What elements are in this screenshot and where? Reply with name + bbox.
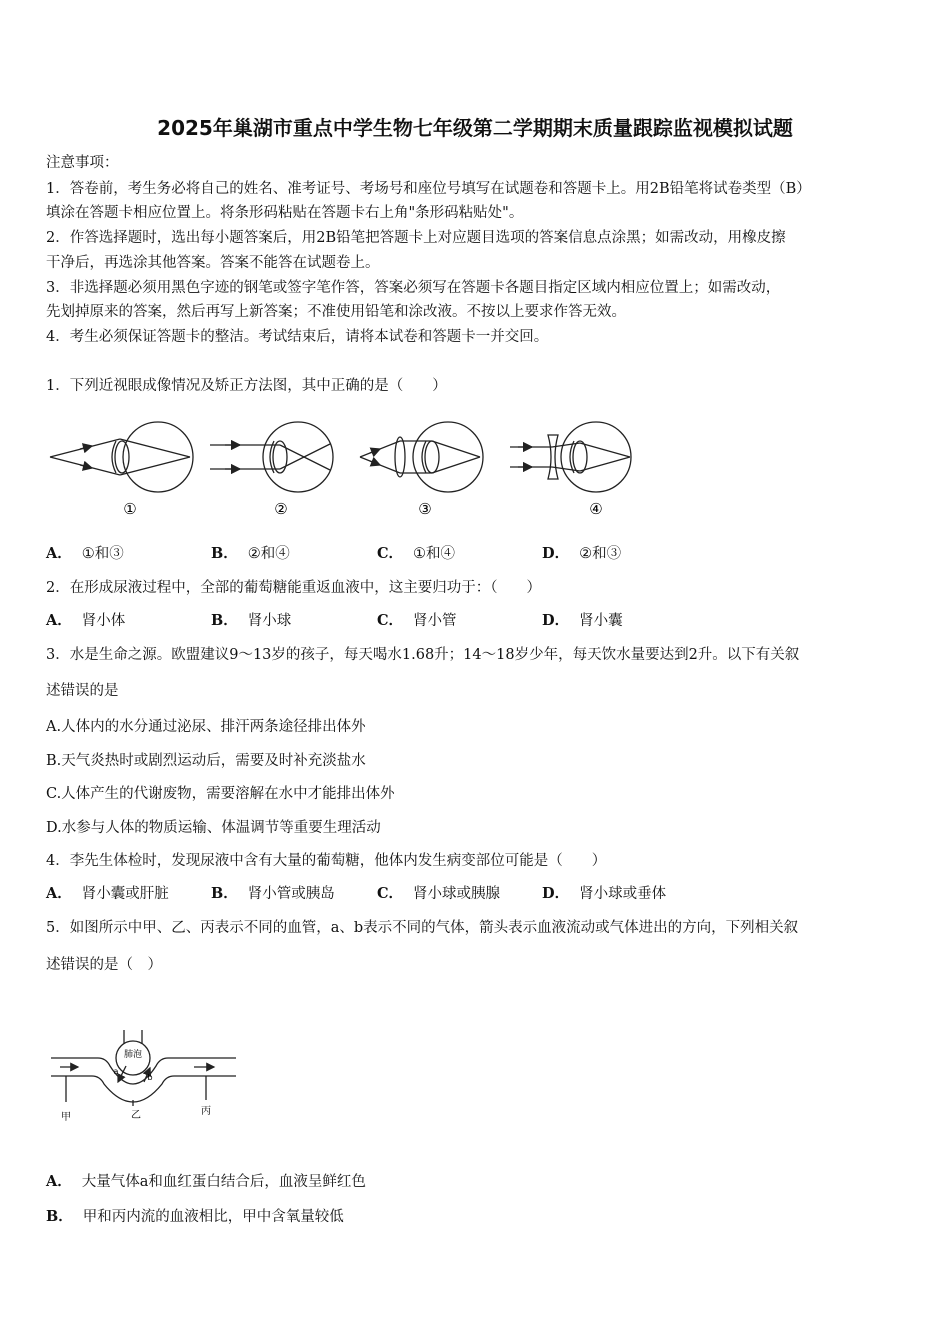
- notice-line: 2．作答选择题时，选出每小题答案后，用2B铅笔把答题卡上对应题目选项的答案信息点涂黑；如需改动，用橡皮擦: [46, 230, 786, 246]
- eye-diagrams: [40, 415, 650, 525]
- q5-option-b[interactable]: B． 甲和丙内流的血液相比，甲中含氧量较低: [46, 1208, 344, 1225]
- gas-b-label: b: [147, 1073, 153, 1082]
- q2-stem: 2．在形成尿液过程中，全部的葡萄糖能重返血液中，这主要归功于：（ ）: [46, 580, 541, 596]
- notice-line: 3．非选择题必须用黑色字迹的钢笔或签字笔作答，答案必须写在答题卡各题目指定区域内相应位置上；如需改动，: [46, 280, 781, 296]
- q1-stem: 1．下列近视眼成像情况及矫正方法图，其中正确的是（ ）: [46, 378, 447, 394]
- figure-label-3: ③: [418, 500, 432, 518]
- q4-option-a[interactable]: A． 肾小囊或肝脏: [46, 885, 169, 902]
- figure-label-1: ①: [123, 500, 137, 518]
- alveolus-diagram: [46, 1030, 246, 1126]
- q1-option-b[interactable]: B． ②和④: [211, 545, 290, 562]
- eye-figure-2: [210, 422, 333, 492]
- notice-heading: 注意事项：: [46, 155, 119, 171]
- eye-figure-3: [360, 422, 483, 492]
- figure-label-4: ④: [589, 500, 603, 518]
- vessel-yi-label: 乙: [131, 1110, 141, 1121]
- page-title: 2025年巢湖市重点中学生物七年级第二学期期末质量跟踪监视模拟试题: [157, 116, 793, 140]
- q2-option-c[interactable]: C． 肾小管: [377, 612, 457, 629]
- q4-stem: 4．李先生体检时，发现尿液中含有大量的葡萄糖，他体内发生病变部位可能是（ ）: [46, 853, 607, 869]
- q3-stem-cont: 述错误的是: [46, 683, 119, 699]
- q3-option-d[interactable]: D.水参与人体的物质运输、体温调节等重要生理活动: [46, 820, 381, 836]
- notice-line: 1．答卷前，考生务必将自己的姓名、准考证号、考场号和座位号填写在试题卷和答题卡上。用2B铅笔将试卷类型（B）: [46, 181, 811, 197]
- q3-stem: 3．水是生命之源。欧盟建议9～13岁的孩子，每天喝水1.68升；14～18岁少年，每天饮水量要达到2升。以下有关叙: [46, 647, 800, 663]
- vessel-bing-label: 丙: [201, 1106, 211, 1117]
- alveolus-label: 肺泡: [123, 1050, 143, 1060]
- eye-figure-4: [510, 422, 631, 492]
- q1-option-a[interactable]: A． ①和③: [46, 545, 124, 562]
- notice-line: 填涂在答题卡相应位置上。将条形码粘贴在答题卡右上角"条形码粘贴处"。: [46, 205, 524, 221]
- gas-a-label: a: [113, 1067, 119, 1076]
- q2-option-a[interactable]: A． 肾小体: [46, 612, 126, 629]
- q4-option-c[interactable]: C． 肾小球或胰腺: [377, 885, 501, 902]
- q2-option-d[interactable]: D． 肾小囊: [542, 612, 623, 629]
- q1-option-c[interactable]: C． ①和④: [377, 545, 456, 562]
- q3-option-a[interactable]: A.人体内的水分通过泌尿、排汗两条途径排出体外: [46, 719, 366, 735]
- q4-option-b[interactable]: B． 肾小管或胰岛: [211, 885, 335, 902]
- vessel-jia-label: 甲: [61, 1112, 71, 1123]
- notice-line: 干净后，再选涂其他答案。答案不能答在试题卷上。: [46, 255, 380, 271]
- eye-figure-1: [50, 422, 193, 492]
- q5-stem-cont: 述错误的是（ ）: [46, 957, 162, 973]
- q3-option-b[interactable]: B.天气炎热时或剧烈运动后，需要及时补充淡盐水: [46, 753, 366, 769]
- q5-stem: 5．如图所示中甲、乙、丙表示不同的血管，a、b表示不同的气体，箭头表示血液流动或气体进出的方向，下列相关叙: [46, 920, 799, 936]
- q4-option-d[interactable]: D． 肾小球或垂体: [542, 885, 667, 902]
- q1-option-d[interactable]: D． ②和③: [542, 545, 622, 562]
- q2-option-b[interactable]: B． 肾小球: [211, 612, 292, 629]
- figure-label-2: ②: [274, 500, 288, 518]
- notice-line: 4．考生必须保证答题卡的整洁。考试结束后，请将本试卷和答题卡一并交回。: [46, 329, 549, 345]
- q5-option-a[interactable]: A． 大量气体a和血红蛋白结合后，血液呈鲜红色: [46, 1173, 366, 1190]
- q3-option-c[interactable]: C.人体产生的代谢废物，需要溶解在水中才能排出体外: [46, 786, 395, 802]
- notice-line: 先划掉原来的答案，然后再写上新答案；不准使用铅笔和涂改液。不按以上要求作答无效。: [46, 304, 626, 320]
